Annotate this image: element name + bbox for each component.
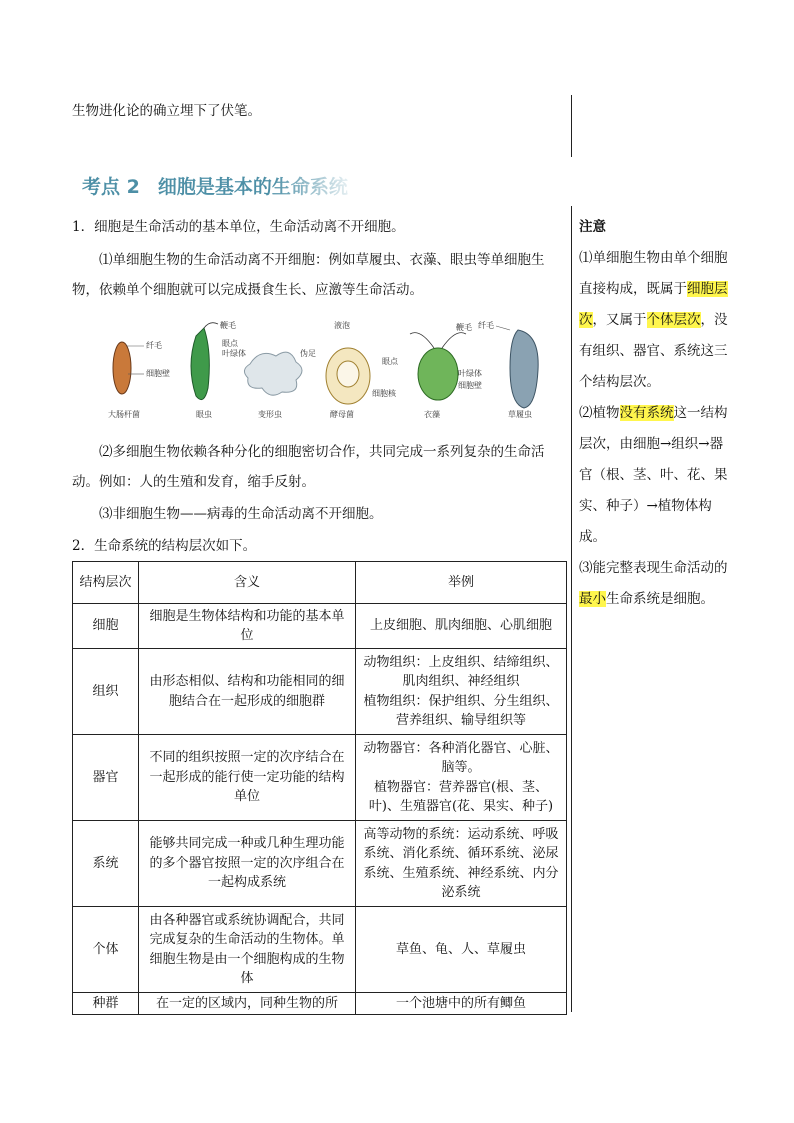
table-row (73, 604, 567, 649)
note-1-text-3: ，没有组织、器官、系统这三个结构层次。 (579, 312, 728, 390)
label-cilia-1: 纤毛 (146, 341, 162, 350)
paragraph-5: 2．生命系统的结构层次如下。 (72, 538, 257, 554)
note-panel (579, 212, 729, 615)
name-ecoli: 大肠杆菌 (108, 410, 140, 419)
paramecium-image (510, 330, 538, 408)
note-1-text-2: ，又属于 (592, 312, 647, 328)
name-paramecium: 草履虫 (508, 410, 532, 419)
note-2 (579, 398, 729, 553)
label-vacuole: 液泡 (334, 321, 350, 330)
life-system-table (72, 561, 567, 1015)
example-cell: 上皮细胞、肌肉细胞、心肌细胞 (356, 604, 567, 649)
meaning-cell: 在一定的区域内，同种生物的所 (139, 993, 356, 1015)
table-row (73, 649, 567, 735)
note-2-text-2: 这一结构层次，由细胞→组织→器官（根、茎、叶、花、果实、种子）→植物体构成。 (579, 405, 728, 545)
name-amoeba: 变形虫 (258, 410, 282, 419)
label-cellwall-1: 细胞壁 (146, 369, 170, 378)
section-heading (82, 172, 348, 199)
example-cell: 高等动物的系统：运动系统、呼吸系统、消化系统、循环系统、泌尿系统、生殖系统、神经系统、内分泌系统 (356, 821, 567, 907)
chlamydomonas-image (418, 348, 458, 400)
name-chlamydomonas: 衣藻 (424, 410, 440, 419)
label-cellwall-2: 细胞壁 (458, 381, 482, 390)
meaning-cell: 由各种器官或系统协调配合，共同完成复杂的生命活动的生物体。单细胞生物是由一个细胞构成的生物体 (139, 907, 356, 993)
highlight-cell-level: 细胞层次 (579, 281, 728, 328)
ecoli-image (113, 342, 131, 394)
label-nucleus: 细胞核 (372, 389, 396, 398)
column-divider (571, 206, 572, 1012)
highlight-individual-level: 个体层次 (646, 312, 701, 328)
example-cell: 动物组织：上皮组织、结缔组织、肌肉组织、神经组织 植物组织：保护组织、分生组织、营养组织、输导组织等 (356, 649, 567, 735)
header-cell: 结构层次 (73, 562, 139, 604)
paragraph-2: ⑴单细胞生物的生命活动离不开细胞：例如草履虫、衣藻、眼虫等单细胞生物，依赖单个细胞就可以完成摄食生长、应激等生命活动。 (72, 252, 545, 298)
name-yeast: 酵母菌 (330, 410, 354, 419)
header-cell: 含义 (139, 562, 356, 604)
meaning-cell: 能够共同完成一种或几种生理功能的多个器官按照一定的次序组合在一起构成系统 (139, 821, 356, 907)
note-3-text-2: 生命系统是细胞。 (606, 591, 714, 607)
table-row (73, 993, 567, 1015)
label-chloroplast-2: 叶绿体 (458, 369, 482, 378)
table-row (73, 907, 567, 993)
meaning-cell: 由形态相似、结构和功能相同的细胞结合在一起形成的细胞群 (139, 649, 356, 735)
label-eyespot-2: 眼点 (382, 357, 398, 366)
amoeba-image (244, 352, 302, 395)
level-cell: 个体 (73, 907, 139, 993)
note-2-text: ⑵植物 (579, 405, 620, 421)
example-cell: 草鱼、龟、人、草履虫 (356, 907, 567, 993)
table-row (73, 821, 567, 907)
header-cell: 举例 (356, 562, 567, 604)
example-cell: 一个池塘中的所有鲫鱼 (356, 993, 567, 1015)
table-row (73, 735, 567, 821)
note-1 (579, 243, 729, 398)
paragraph-1: 1．细胞是生命活动的基本单位，生命活动离不开细胞。 (72, 219, 405, 235)
label-pseudopod: 伪足 (300, 349, 316, 358)
level-cell: 系统 (73, 821, 139, 907)
label-cilia-2: 纤毛 (478, 321, 494, 330)
example-cell: 动物器官：各种消化器官、心脏、脑等。 植物器官：营养器官(根、茎、叶)、生殖器官(花、果实、种子) (356, 735, 567, 821)
highlight-no-system: 没有系统 (619, 405, 674, 421)
label-eyespot-1: 眼点 (222, 339, 238, 348)
note-title: 注意 (579, 219, 606, 235)
label-flagellum-2: 鞭毛 (456, 323, 472, 332)
heading-text: 细胞是基本的生命系统 (157, 176, 348, 198)
organism-illustration (100, 316, 560, 426)
heading-number: 考点 2 (82, 176, 140, 198)
level-cell: 种群 (73, 993, 139, 1015)
level-cell: 组织 (73, 649, 139, 735)
table-header-row (73, 562, 567, 604)
meaning-cell: 不同的组织按照一定的次序结合在一起形成的能行使一定功能的结构单位 (139, 735, 356, 821)
euglena-image (191, 328, 209, 400)
paragraph-3: ⑵多细胞生物依赖各种分化的细胞密切合作，共同完成一系列复杂的生命活动。例如：人的生殖和发育，缩手反射。 (72, 444, 545, 490)
level-cell: 器官 (73, 735, 139, 821)
label-chloroplast-1: 叶绿体 (222, 349, 246, 358)
note-3 (579, 553, 729, 615)
column-divider-top (571, 95, 572, 157)
note-1-text: ⑴单细胞生物由单个细胞直接构成，既属于 (579, 250, 728, 297)
name-euglena: 眼虫 (196, 410, 212, 419)
continuation-text: 生物进化论的确立埋下了伏笔。 (72, 103, 261, 119)
highlight-smallest: 最小 (579, 591, 606, 607)
paragraph-4: ⑶非细胞生物——病毒的生命活动离不开细胞。 (99, 506, 383, 522)
meaning-cell: 细胞是生物体结构和功能的基本单位 (139, 604, 356, 649)
level-cell: 细胞 (73, 604, 139, 649)
note-3-text: ⑶能完整表现生命活动的 (579, 560, 728, 576)
label-flagellum-1: 鞭毛 (220, 321, 236, 330)
